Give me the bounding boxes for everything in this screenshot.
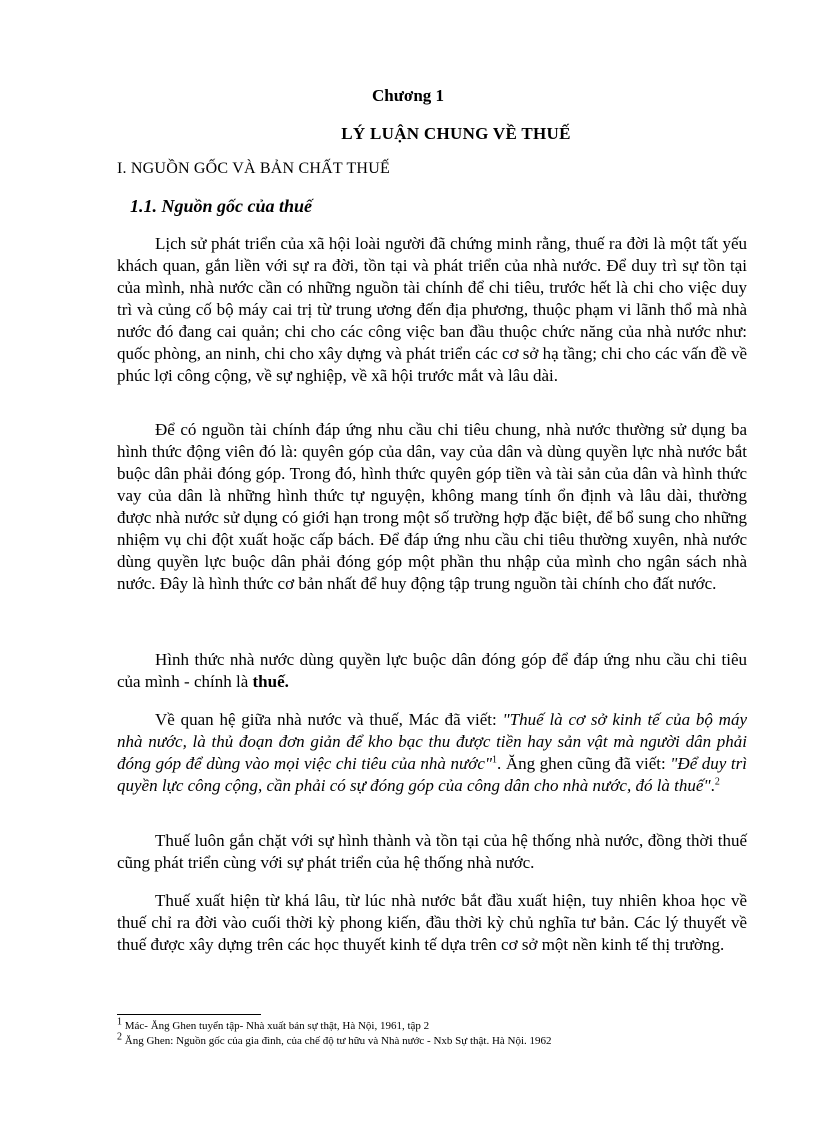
footnote-separator xyxy=(117,1014,261,1015)
footnote-2-mark: 2 xyxy=(117,1031,122,1043)
paragraph-4-end: . xyxy=(710,776,715,795)
paragraph-6-text: Thuế xuất hiện từ khá lâu, từ lúc nhà nước bắt đầu xuất hiện, tuy nhiên khoa học về thuế chỉ ra đời vào cuối thời kỳ phong kiến, đầu thời kỳ chủ nghĩa tư bản. Các lý thuyết về thuế được xây dựng trên các học thuyết kinh tế dựa trên cơ sở một nền kinh tế thị trường. xyxy=(117,891,747,954)
paragraph-1-text: Lịch sử phát triển của xã hội loài người đã chứng minh rằng, thuế ra đời là một tất yếu khách quan, gắn liền với sự ra đời, tồn tại và phát triển của nhà nước. Để duy trì sự tồn tại của mình, nhà nước cần có những nguồn tài chính để chi tiêu, trước hết là chi cho việc duy trì và củng cố bộ máy cai trị từ trung ương đến địa phương, thuộc phạm vi lãnh thổ mà nhà nước đó đang cai quản; chi cho các công việc ban đầu thuộc chức năng của nhà nước như: quốc phòng, an ninh, chi cho xây dựng và phát triển các cơ sở hạ tầng; chi cho các vấn đề về phúc lợi công cộng, về sự nghiệp, về xã hội trước mắt và lâu dài. xyxy=(117,234,748,385)
paragraph-2 xyxy=(117,419,747,595)
paragraph-4 xyxy=(117,709,747,797)
footnote-1-mark: 1 xyxy=(117,1016,122,1028)
paragraph-4-mid: . Ăng ghen cũng đã viết: xyxy=(497,754,671,773)
paragraph-3 xyxy=(117,649,747,693)
marx-quote: "Thuế là cơ sở kinh tế của bộ máy nhà nước, là thủ đoạn đơn giản để kho bạc thu được tiền hay sản vật mà người dân phải đóng góp để dùng vào mọi việc chi tiêu của nhà nước" xyxy=(117,710,747,773)
engels-quote: "Để duy trì quyền lực công cộng, cần phải có sự đóng góp của công dân cho nhà nước, đó là thuế" xyxy=(117,754,747,795)
footnote-ref-2[interactable]: 2 xyxy=(714,776,720,788)
paragraph-6 xyxy=(117,890,747,956)
footnote-2-text: Ăng Ghen: Nguồn gốc của gia đình, của chế độ tư hữu và Nhà nước - Nxb Sự thật. Hà Nội. 1962 xyxy=(124,1035,552,1047)
paragraph-2-text: Để có nguồn tài chính đáp ứng nhu cầu chi tiêu chung, nhà nước thường sử dụng ba hình thức động viên đó là: quyên góp của dân, vay của dân và dùng quyền lực nhà nước bắt buộc dân phải đóng góp. Trong đó, hình thức quyên góp tiền và tài sản của dân và hình thức vay của dân là những hình thức tự nguyện, không mang tính ổn định và lâu dài, thường được nhà nước sử dụng có giới hạn trong một số trường hợp đặc biệt, để bổ sung cho những nhiệm vụ chi đột xuất hoặc cấp bách. Để đáp ứng nhu cầu chi tiêu thường xuyên, nhà nước dùng quyền lực buộc dân phải đóng góp một phần thu nhập của mình cho ngân sách nhà nước. Đây là hình thức cơ bản nhất để huy động tập trung nguồn tài chính cho đất nước. xyxy=(117,420,747,593)
paragraph-5 xyxy=(117,830,747,874)
section-heading: I. NGUỒN GỐC VÀ BẢN CHẤT THUẾ xyxy=(117,160,390,177)
paragraph-4-intro: Về quan hệ giữa nhà nước và thuế, Mác đã viết: xyxy=(155,710,503,729)
footnote-1-text: Mác- Ăng Ghen tuyển tập- Nhà xuất bản sự thật, Hà Nội, 1961, tập 2 xyxy=(124,1020,430,1032)
subsection-heading: 1.1. Nguồn gốc của thuế xyxy=(130,196,313,216)
footnote-2 xyxy=(117,1031,552,1048)
paragraph-1 xyxy=(117,233,747,387)
footnote-ref-1[interactable]: 1 xyxy=(492,754,497,766)
paragraph-3-text: Hình thức nhà nước dùng quyền lực buộc dân đóng góp để đáp ứng nhu cầu chi tiêu của mình - chính là xyxy=(117,650,747,691)
chapter-title: LÝ LUẬN CHUNG VỀ THUẾ xyxy=(341,124,571,143)
paragraph-5-text: Thuế luôn gắn chặt với sự hình thành và tồn tại của hệ thống nhà nước, đồng thời thuế cũng phát triển cùng với sự phát triển của hệ thống nhà nước. xyxy=(117,831,747,872)
footnote-1 xyxy=(117,1016,430,1033)
paragraph-3-bold-term: thuế. xyxy=(252,672,289,691)
chapter-number: Chương 1 xyxy=(371,86,445,105)
